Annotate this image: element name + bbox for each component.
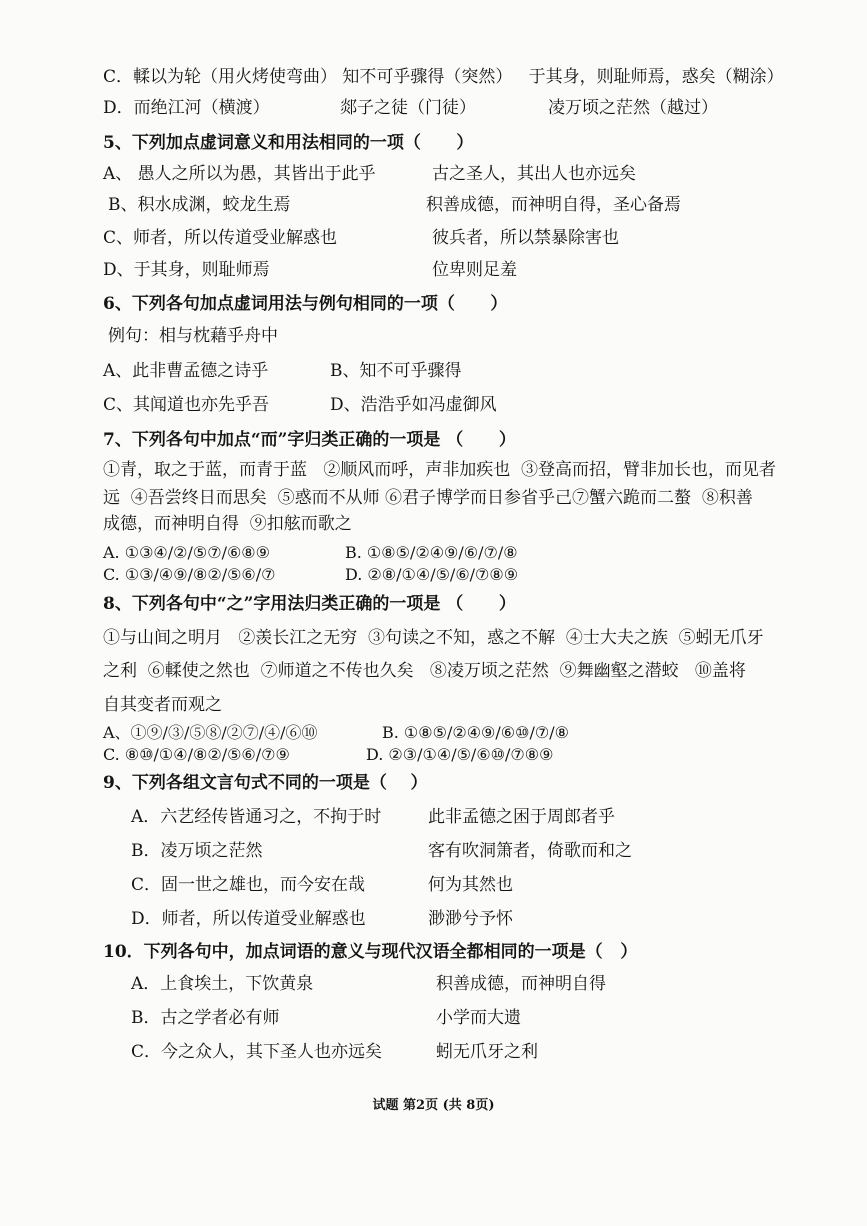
q6-option-b: B、知不可乎骤得 <box>330 361 462 381</box>
q9-option-d-right: 渺渺兮予怀 <box>428 909 513 929</box>
line-d-option-1: D．而绝江河（横渡） <box>103 98 270 118</box>
q9-option-c-left: C．固一世之雄也，而今安在哉 <box>131 875 366 895</box>
q6-option-d: D、浩浩乎如冯虚御风 <box>330 395 497 415</box>
q8-option-d: D. ②③/①④/⑤/⑥⑩/⑦⑧⑨ <box>366 745 554 764</box>
page-footer: 试题 第2页 (共 8页) <box>372 1098 495 1113</box>
q7-option-d: D. ②⑧/①④/⑤/⑥/⑦⑧⑨ <box>345 565 519 584</box>
q6-option-c: C、其闻道也亦先乎吾 <box>103 395 270 415</box>
q10-option-c-left: C．今之众人，其下圣人也亦远矣 <box>131 1042 383 1062</box>
q9-option-d-left: D．师者，所以传道受业解惑也 <box>131 909 366 929</box>
q7-option-b: B. ①⑧⑤/②④⑨/⑥/⑦/⑧ <box>345 543 518 562</box>
q7-text-line-1: ①青，取之于蓝，而青于蓝 ②顺风而呼，声非加疾也 ③登高而招，臂非加长也，而见者 <box>103 460 777 480</box>
q5-option-b-left: B、积水成渊，蛟龙生焉 <box>108 195 291 215</box>
q9-option-c-right: 何为其然也 <box>428 875 513 895</box>
q10-option-b-left: B．古之学者必有师 <box>131 1008 280 1028</box>
q10-option-c-right: 蚓无爪牙之利 <box>436 1042 538 1062</box>
question-7-title: 7、下列各句中加点“而”字归类正确的一项是 （ ） <box>103 430 516 450</box>
q5-option-a-left: A、 愚人之所以为愚，其皆出于此乎 <box>103 164 376 184</box>
q6-option-a: A、此非曹孟德之诗乎 <box>103 361 269 381</box>
q8-option-c: C. ⑧⑩/①④/⑧②/⑤⑥/⑦⑨ <box>103 745 290 764</box>
question-5-title: 5、下列加点虚词意义和用法相同的一项（ ） <box>103 133 474 153</box>
q8-text-line-1: ①与山间之明月 ②羡长江之无穷 ③句读之不知，惑之不解 ④士大夫之族 ⑤蚓无爪牙 <box>103 628 764 648</box>
q7-text-line-2: 远 ④吾尝终日而思矣 ⑤惑而不从师 ⑥君子博学而日参省乎己⑦蟹六跪而二螯 ⑧积善 <box>103 488 753 508</box>
q7-option-a: A. ①③④/②/⑤⑦/⑥⑧⑨ <box>103 543 270 562</box>
q10-option-b-right: 小学而大遗 <box>436 1008 521 1028</box>
q10-option-a-left: A．上食埃土，下饮黄泉 <box>131 974 314 994</box>
question-8-title: 8、下列各句中“之”字用法归类正确的一项是 （ ） <box>103 594 516 614</box>
q8-text-line-3: 自其变者而观之 <box>103 695 222 715</box>
q9-option-b-right: 客有吹洞箫者，倚歌而和之 <box>428 841 632 861</box>
question-10-title: 10．下列各句中，加点词语的意义与现代汉语全都相同的一项是（ ） <box>103 942 638 962</box>
q9-option-a-right: 此非孟德之困于周郎者乎 <box>428 807 615 827</box>
q7-option-c: C. ①③/④⑨/⑧②/⑤⑥/⑦ <box>103 565 276 584</box>
q5-option-c-left: C、师者，所以传道受业解惑也 <box>103 228 338 248</box>
question-9-title: 9、下列各组文言句式不同的一项是（ ） <box>103 773 428 793</box>
q8-text-line-2: 之利 ⑥輮使之然也 ⑦师道之不传也久矣 ⑧凌万顷之茫然 ⑨舞幽壑之潜蛟 ⑩盖将 <box>103 661 746 681</box>
q10-option-a-right: 积善成德，而神明自得 <box>436 974 606 994</box>
q8-option-a: A、①⑨/③/⑤⑧/②⑦/④/⑥⑩ <box>103 723 318 742</box>
line-c-options: C．輮以为轮（用火烤使弯曲） 知不可乎骤得（突然） 于其身，则耻师焉，惑矣（糊涂） <box>103 67 784 87</box>
q5-option-c-right: 彼兵者，所以禁暴除害也 <box>432 228 619 248</box>
q6-example: 例句：相与枕藉乎舟中 <box>108 326 278 346</box>
line-d-option-2: 郯子之徒（门徒） <box>340 98 476 118</box>
q5-option-d-right: 位卑则足羞 <box>432 260 517 280</box>
q5-option-a-right: 古之圣人，其出人也亦远矣 <box>432 164 636 184</box>
line-d-option-3: 凌万顷之茫然（越过） <box>548 98 718 118</box>
q5-option-d-left: D、于其身，则耻师焉 <box>103 260 270 280</box>
q9-option-b-left: B．凌万顷之茫然 <box>131 841 263 861</box>
q7-text-line-3: 成德，而神明自得 ⑨扣舷而歌之 <box>103 514 352 534</box>
q8-option-b: B. ①⑧⑤/②④⑨/⑥⑩/⑦/⑧ <box>382 723 569 742</box>
q5-option-b-right: 积善成德，而神明自得，圣心备焉 <box>426 195 681 215</box>
question-6-title: 6、下列各句加点虚词用法与例句相同的一项（ ） <box>103 294 508 314</box>
q9-option-a-left: A．六艺经传皆通习之，不拘于时 <box>131 807 382 827</box>
